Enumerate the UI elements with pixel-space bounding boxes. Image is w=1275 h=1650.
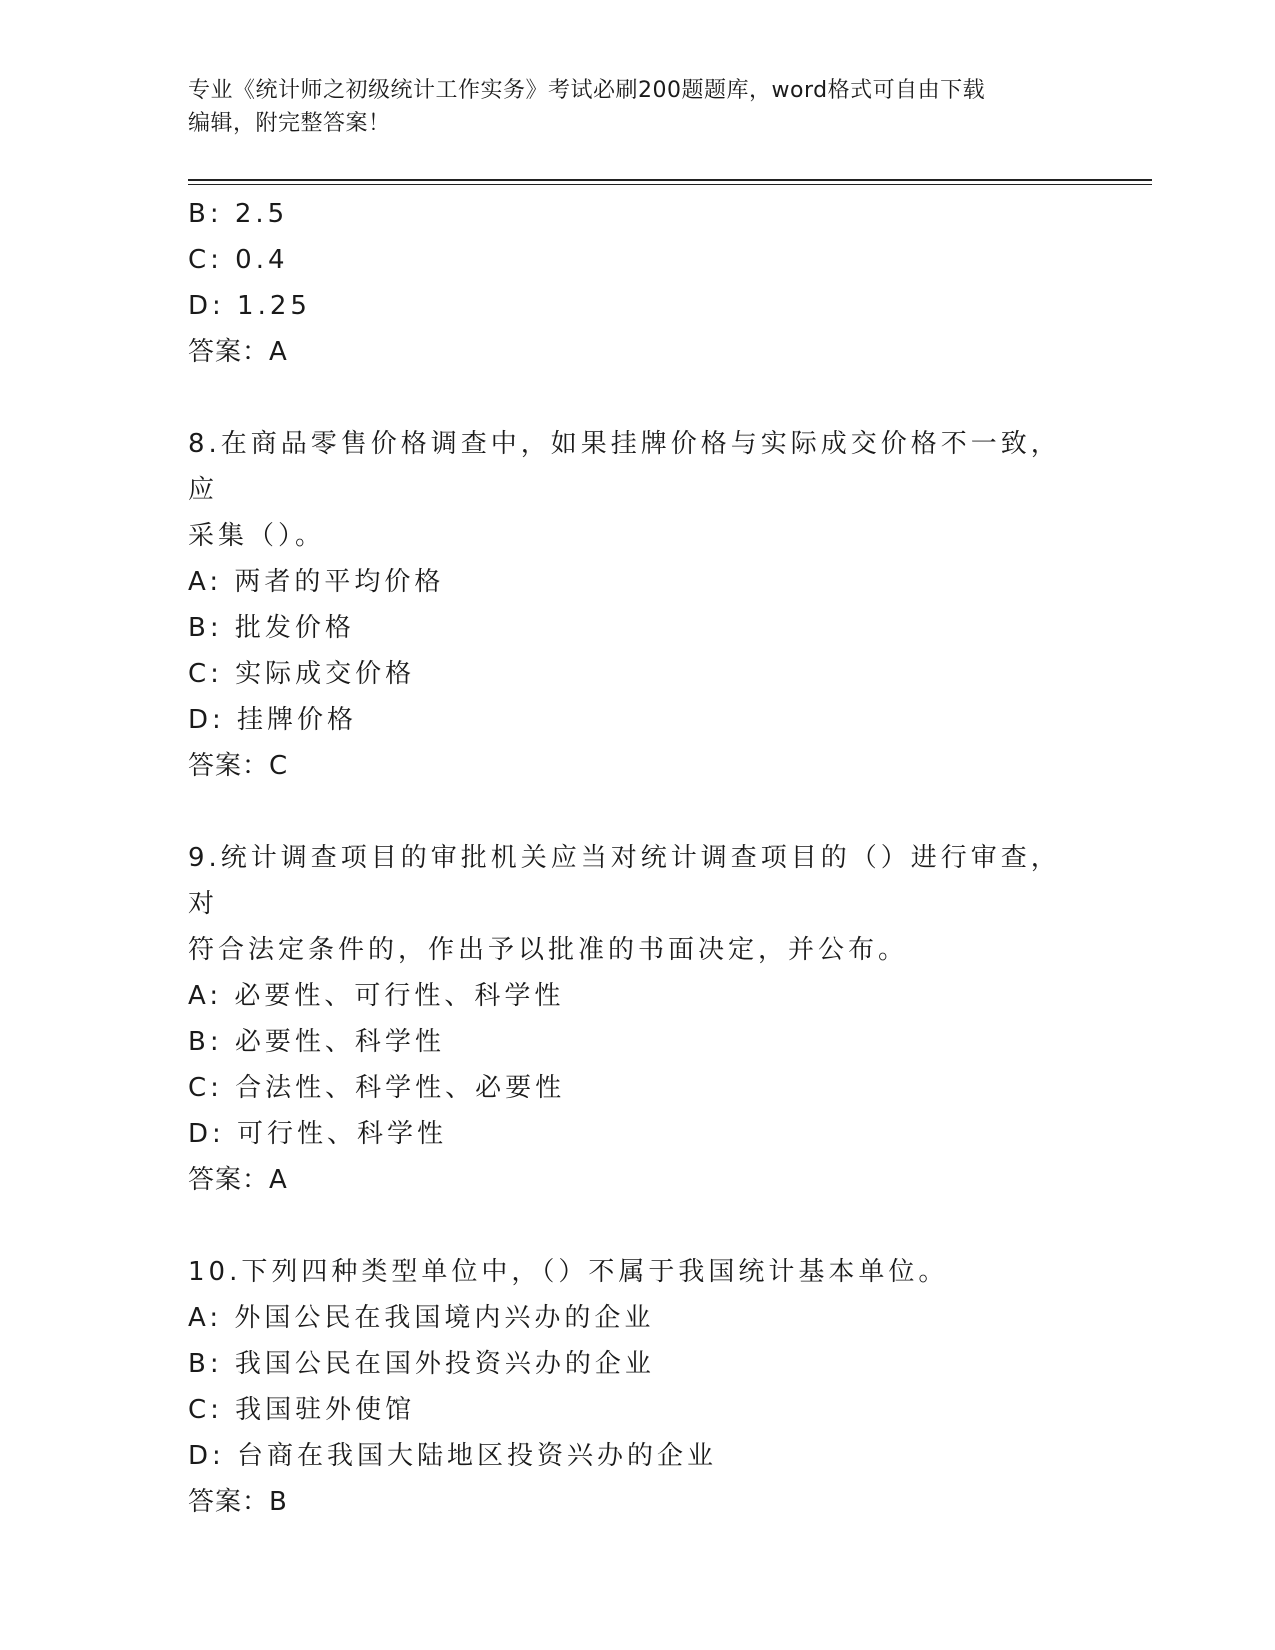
question-list bbox=[188, 191, 1088, 1525]
question-block-8 bbox=[188, 421, 1088, 789]
option-d: D: 可行性、科学性 bbox=[188, 1119, 448, 1149]
option-c: C: 0.4 bbox=[188, 245, 289, 275]
document-header bbox=[188, 74, 1088, 140]
option-d: D: 台商在我国大陆地区投资兴办的企业 bbox=[188, 1441, 718, 1471]
header-line-2: 编辑，附完整答案！ bbox=[188, 111, 391, 136]
option-d: D: 挂牌价格 bbox=[188, 705, 358, 735]
header-rule-thin bbox=[188, 184, 1152, 185]
question-text: 10.下列四种类型单位中，（）不属于我国统计基本单位。 bbox=[188, 1257, 949, 1287]
option-b: B: 批发价格 bbox=[188, 613, 355, 643]
option-a: A: 两者的平均价格 bbox=[188, 567, 445, 597]
answer-line: 答案：C bbox=[188, 751, 289, 781]
option-c: C: 实际成交价格 bbox=[188, 659, 416, 689]
option-c: C: 合法性、科学性、必要性 bbox=[188, 1073, 566, 1103]
question-block-10 bbox=[188, 1249, 1088, 1525]
question-text: 8.在商品零售价格调查中，如果挂牌价格与实际成交价格不一致，应 bbox=[188, 429, 1061, 505]
header-line-1: 专业《统计师之初级统计工作实务》考试必刷200题题库，word格式可自由下载 bbox=[188, 78, 986, 103]
question-text: 9.统计调查项目的审批机关应当对统计调查项目的（）进行审查，对 bbox=[188, 843, 1061, 919]
answer-line: 答案：A bbox=[188, 337, 288, 367]
option-a: A: 外国公民在我国境内兴办的企业 bbox=[188, 1303, 655, 1333]
option-b: B: 2.5 bbox=[188, 199, 289, 229]
option-b: B: 我国公民在国外投资兴办的企业 bbox=[188, 1349, 655, 1379]
answer-line: 答案：A bbox=[188, 1165, 288, 1195]
header-rule-thick bbox=[188, 179, 1152, 181]
question-text-cont: 采集（）。 bbox=[188, 521, 326, 551]
option-d: D: 1.25 bbox=[188, 291, 311, 321]
option-b: B: 必要性、科学性 bbox=[188, 1027, 445, 1057]
option-c: C: 我国驻外使馆 bbox=[188, 1395, 416, 1425]
question-text-cont: 符合法定条件的，作出予以批准的书面决定，并公布。 bbox=[188, 935, 909, 965]
answer-line: 答案：B bbox=[188, 1487, 288, 1517]
option-a: A: 必要性、可行性、科学性 bbox=[188, 981, 565, 1011]
prev-question-block bbox=[188, 191, 1088, 375]
question-block-9 bbox=[188, 835, 1088, 1203]
